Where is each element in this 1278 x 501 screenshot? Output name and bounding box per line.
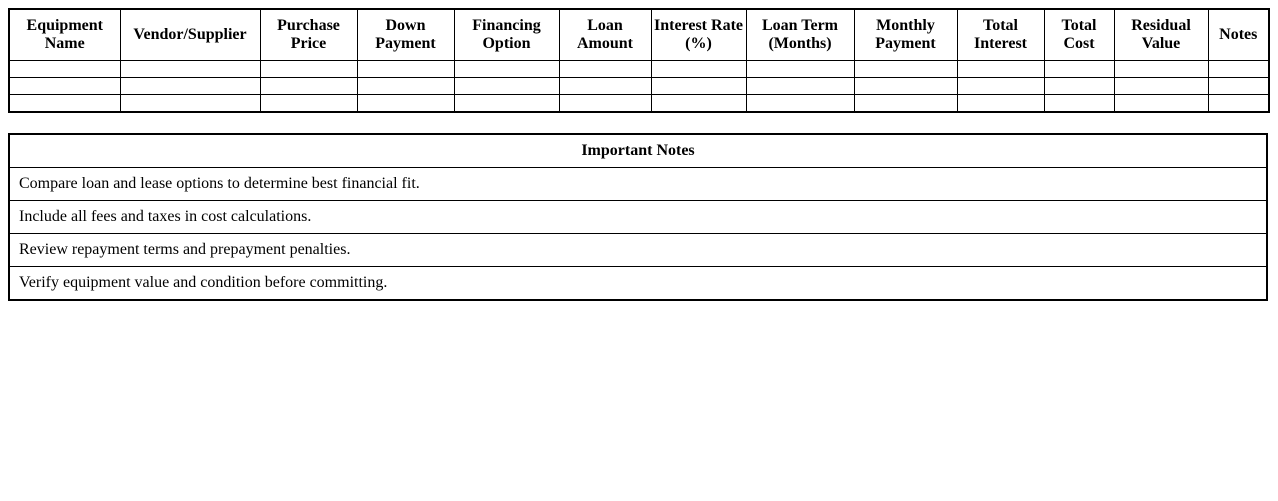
cell-total-cost: [1044, 78, 1114, 95]
cell-monthly-payment: [854, 95, 957, 112]
notes-table-body: [9, 167, 1267, 300]
column-header-purchase-price: Purchase Price: [260, 9, 357, 61]
cell-down-payment: [357, 61, 454, 78]
cell-purchase-price: [260, 95, 357, 112]
column-header-interest-rate: Interest Rate (%): [651, 9, 746, 61]
note-text: Compare loan and lease options to determine best financial fit.: [9, 167, 1267, 200]
cell-notes: [1208, 95, 1269, 112]
note-row-2: [9, 200, 1267, 233]
cell-total-interest: [957, 95, 1044, 112]
notes-header-row: [9, 134, 1267, 168]
cell-financing-option: [454, 78, 559, 95]
note-text: Verify equipment value and condition before committing.: [9, 266, 1267, 300]
cell-notes: [1208, 78, 1269, 95]
column-header-total-interest: Total Interest: [957, 9, 1044, 61]
cell-equipment-name: [9, 78, 120, 95]
column-header-monthly-payment: Monthly Payment: [854, 9, 957, 61]
cell-vendor-supplier: [120, 78, 260, 95]
column-header-vendor-supplier: Vendor/Supplier: [120, 9, 260, 61]
cell-down-payment: [357, 95, 454, 112]
cell-loan-amount: [559, 95, 651, 112]
cell-notes: [1208, 61, 1269, 78]
equipment-financing-table: [8, 8, 1270, 113]
note-text: Review repayment terms and prepayment penalties.: [9, 233, 1267, 266]
cell-equipment-name: [9, 95, 120, 112]
cell-down-payment: [357, 78, 454, 95]
column-header-total-cost: Total Cost: [1044, 9, 1114, 61]
column-header-financing-option: Financing Option: [454, 9, 559, 61]
note-row-1: [9, 167, 1267, 200]
note-row-3: [9, 233, 1267, 266]
cell-residual-value: [1114, 78, 1208, 95]
column-header-residual-value: Residual Value: [1114, 9, 1208, 61]
cell-financing-option: [454, 95, 559, 112]
column-header-notes: Notes: [1208, 9, 1269, 61]
important-notes-table: [8, 133, 1268, 301]
cell-loan-term: [746, 61, 854, 78]
cell-loan-amount: [559, 78, 651, 95]
cell-vendor-supplier: [120, 95, 260, 112]
cell-purchase-price: [260, 78, 357, 95]
cell-total-interest: [957, 78, 1044, 95]
cell-residual-value: [1114, 61, 1208, 78]
financing-row-2: [9, 78, 1269, 95]
cell-total-interest: [957, 61, 1044, 78]
cell-interest-rate: [651, 78, 746, 95]
cell-monthly-payment: [854, 61, 957, 78]
cell-loan-term: [746, 95, 854, 112]
cell-loan-term: [746, 78, 854, 95]
cell-interest-rate: [651, 61, 746, 78]
column-header-loan-amount: Loan Amount: [559, 9, 651, 61]
financing-table-body: [9, 61, 1269, 112]
column-header-down-payment: Down Payment: [357, 9, 454, 61]
cell-equipment-name: [9, 61, 120, 78]
cell-total-cost: [1044, 61, 1114, 78]
note-text: Include all fees and taxes in cost calculations.: [9, 200, 1267, 233]
notes-title: Important Notes: [9, 134, 1267, 168]
cell-purchase-price: [260, 61, 357, 78]
cell-financing-option: [454, 61, 559, 78]
note-row-4: [9, 266, 1267, 300]
cell-monthly-payment: [854, 78, 957, 95]
cell-interest-rate: [651, 95, 746, 112]
column-header-loan-term: Loan Term (Months): [746, 9, 854, 61]
financing-row-1: [9, 61, 1269, 78]
cell-loan-amount: [559, 61, 651, 78]
financing-row-3: [9, 95, 1269, 112]
cell-total-cost: [1044, 95, 1114, 112]
cell-residual-value: [1114, 95, 1208, 112]
financing-header-row: [9, 9, 1269, 61]
column-header-equipment-name: Equipment Name: [9, 9, 120, 61]
cell-vendor-supplier: [120, 61, 260, 78]
